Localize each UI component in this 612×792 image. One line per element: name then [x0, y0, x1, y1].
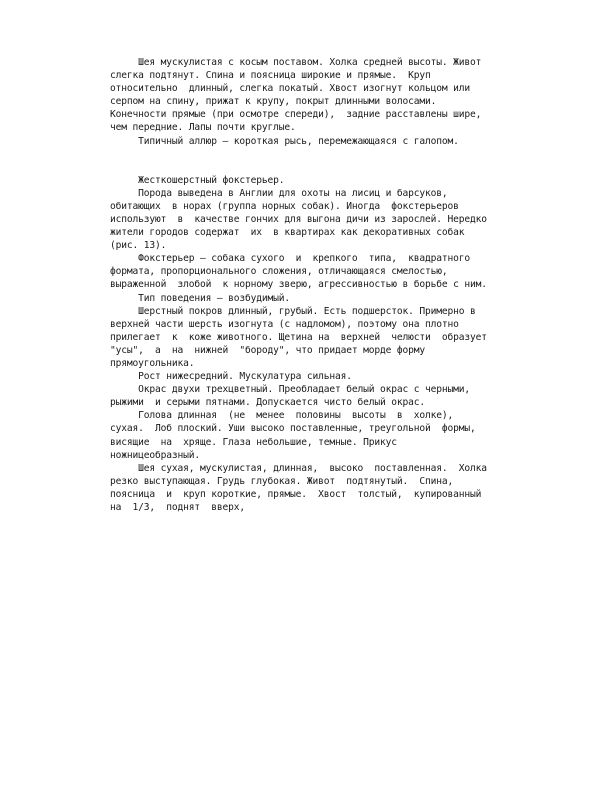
text-line: Голова длинная (не менее половины высоты в холке), [110, 410, 454, 422]
text-line: Рост нижесредний. Мускулатура сильная. [110, 371, 352, 383]
text-line: верхней части шерсть изогнута (с надломом), поэтому она плотно [110, 318, 459, 330]
text-line: выраженной злобой к норному зверю, агрессивностью в борьбе с ним. [110, 279, 487, 291]
text-line: резко выступающая. Грудь глубокая. Живот подтянутый. Спина, [110, 475, 454, 487]
text-line: Фокстерьер — собака сухого и крепкого типа, квадратного [110, 253, 471, 265]
text-line: Шея сухая, мускулистая, длинная, высоко поставленная. Холка [110, 462, 487, 474]
text-line: Окрас двухи трехцветный. Преобладает белый окрас с черными, [110, 384, 471, 396]
text-line: Порода выведена в Англии для охоты на лисиц и барсуков, [110, 187, 448, 199]
text-line: жители городов содержат их в квартирах как декоративных собак [110, 227, 465, 239]
text-line: чем передние. Лапы почти круглые. [110, 122, 296, 134]
text-line: (рис. 13). [110, 240, 167, 252]
section-2 [110, 174, 570, 514]
text-line: прямоугольника. [110, 357, 195, 369]
text-line: на 1/3, поднят вверх, [110, 502, 246, 513]
text-line: Шерстный покров длинный, грубый. Есть подшерсток. Примерно в [110, 305, 476, 317]
section-gap [110, 148, 570, 174]
text-line: "усы", а на нижней "бороду", что придает морде форму [110, 344, 426, 356]
text-line: обитающих в норах (группа норных собак). Иногда фокстерьеров [110, 200, 459, 212]
text-line: ножницеобразный. [110, 449, 201, 461]
text-line: серпом на спину, прижат к крупу, покрыт длинными волосами. [110, 96, 437, 108]
text-line: используют в качестве гончих для выгона дичи из зарослей. Нередко [110, 213, 487, 225]
document-text [110, 56, 570, 514]
text-line: сухая. Лоб плоский. Уши высоко поставленные, треугольной формы, [110, 423, 476, 435]
text-line: рыжими и серыми пятнами. Допускается чисто белый окрас. [110, 397, 426, 409]
text-line: Тип поведения — возбудимый. [110, 292, 291, 304]
text-line: Конечности прямые (при осмотре спереди), задние расставлены шире, [110, 109, 482, 121]
text-line: относительно длинный, слегка покатый. Хвост изогнут кольцом или [110, 83, 471, 95]
text-line: Типичный аллюр — короткая рысь, перемежающаяся с галопом. [110, 135, 459, 147]
text-line: формата, пропорционального сложения, отличающаяся смелостью, [110, 266, 448, 278]
text-line: слегка подтянут. Спина и поясница широкие и прямые. Круп [110, 70, 431, 82]
section-heading: Жесткошерстный фокстерьер. [110, 174, 285, 186]
text-line: Шея мускулистая с косым поставом. Холка средней высоты. Живот [110, 57, 482, 68]
text-line: прилегает к коже животного. Щетина на верхней челюсти образует [110, 331, 487, 343]
text-line: поясница и круп короткие, прямые. Хвост толстый, купированный [110, 488, 482, 500]
text-line: висящие на хряще. Глаза небольшие, темные. Прикус [110, 436, 397, 448]
section-1 [110, 56, 570, 148]
